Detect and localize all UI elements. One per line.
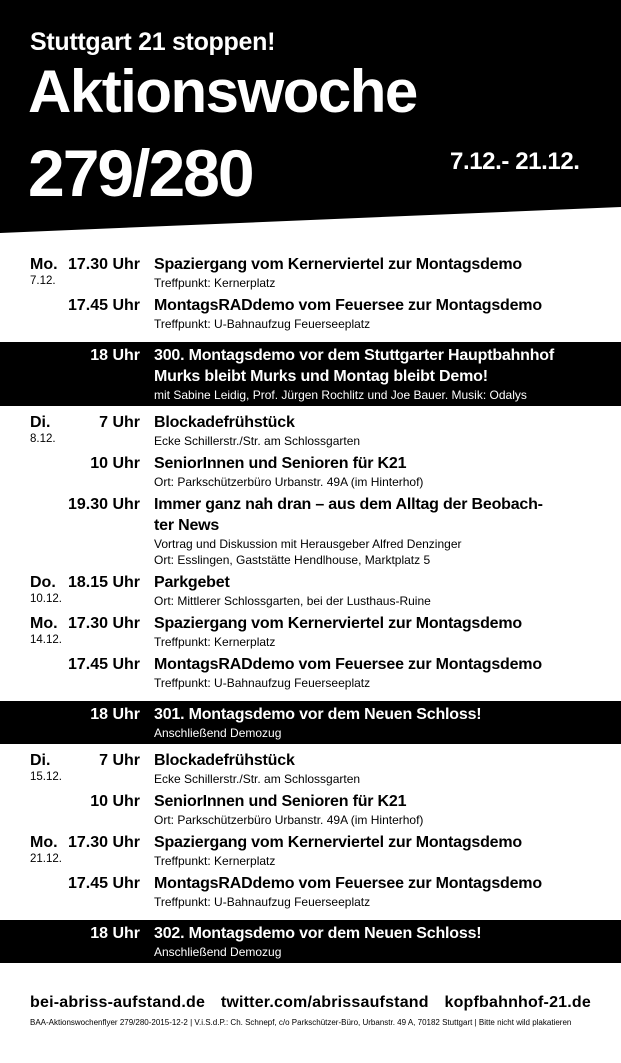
event-title: MontagsRADdemo vom Feuersee zur Montagsdemo <box>154 656 542 673</box>
event-item <box>30 295 591 332</box>
event-day: Di. <box>30 752 51 769</box>
event-detail: Vortrag und Diskussion mit Herausgeber Alfred Denzinger <box>154 537 462 551</box>
event-detail: Ort: Parkschützerbüro Urbanstr. 49A (im Hinterhof) <box>154 813 424 827</box>
event-detail: Treffpunkt: Kernerplatz <box>154 854 276 868</box>
event-item <box>30 750 591 787</box>
event-day: Do. <box>30 574 56 591</box>
header-week-number: 279/280 <box>28 136 253 210</box>
footer-link-twitter[interactable]: twitter.com/abrissaufstand <box>220 994 429 1011</box>
event-detail: Ecke Schillerstr./Str. am Schlossgarten <box>154 434 361 448</box>
event-title: Immer ganz nah dran – aus dem Alltag der Beobach- <box>154 496 543 513</box>
event-time: 7 Uhr <box>99 414 140 431</box>
event-time: 10 Uhr <box>90 793 140 810</box>
event-time: 17.45 Uhr <box>67 875 140 892</box>
event-title: MontagsRADdemo vom Feuersee zur Montagsdemo <box>154 875 542 892</box>
event-title: Spaziergang vom Kernerviertel zur Montagsdemo <box>154 256 522 273</box>
event-date: 7.12. <box>30 275 56 287</box>
event-time: 7 Uhr <box>99 752 140 769</box>
event-detail: Anschließend Demozug <box>154 945 282 959</box>
event-title: 301. Montagsdemo vor dem Neuen Schloss! <box>154 706 482 723</box>
highlight-event-band <box>0 920 621 963</box>
event-time: 10 Uhr <box>90 455 140 472</box>
event-detail: Treffpunkt: U-Bahnaufzug Feuerseeplatz <box>154 895 371 909</box>
event-day: Mo. <box>30 256 58 273</box>
footer-link-website[interactable]: bei-abriss-aufstand.de <box>30 994 206 1011</box>
event-detail: Treffpunkt: Kernerplatz <box>154 635 276 649</box>
event-time: 17.30 Uhr <box>67 834 140 851</box>
event-time: 19.30 Uhr <box>67 496 140 513</box>
event-title-line2: Murks bleibt Murks und Montag bleibt Demo! <box>154 368 488 385</box>
event-detail: Ort: Parkschützerbüro Urbanstr. 49A (im Hinterhof) <box>154 475 424 489</box>
event-day: Di. <box>30 414 51 431</box>
event-day: Mo. <box>30 834 58 851</box>
event-time: 17.45 Uhr <box>67 656 140 673</box>
event-title: Parkgebet <box>154 574 230 591</box>
event-item <box>30 412 591 449</box>
program-list <box>0 254 621 969</box>
event-title: Blockadefrühstück <box>154 752 295 769</box>
header-dates: 7.12.- 21.12. <box>450 148 580 175</box>
event-title: SeniorInnen und Senioren für K21 <box>154 455 407 472</box>
footer <box>0 988 621 1063</box>
event-title-line2: ter News <box>154 517 220 534</box>
footer-links <box>30 994 591 1012</box>
footer-imprint: BAA-Aktionswochenflyer 279/280-2015-12-2 | V.i.S.d.P.: Ch. Schnepf, c/o Parkschützer-Büro, Urbanstr. 49 A, 70182 Stuttgart | Bitte nicht wild plakatieren <box>30 1018 572 1027</box>
event-location: Ort: Esslingen, Gaststätte Hendlhouse, Marktplatz 5 <box>154 553 431 567</box>
event-item <box>30 254 591 291</box>
header-subtitle: Stuttgart 21 stoppen! <box>30 28 276 56</box>
event-title: 302. Montagsdemo vor dem Neuen Schloss! <box>154 925 482 942</box>
event-date: 10.12. <box>30 593 62 605</box>
event-time: 18 Uhr <box>90 347 140 364</box>
event-date: 14.12. <box>30 634 62 646</box>
highlight-event-band <box>0 342 621 406</box>
event-date: 15.12. <box>30 771 62 783</box>
event-date: 21.12. <box>30 853 62 865</box>
event-date: 8.12. <box>30 433 56 445</box>
event-item <box>30 494 591 568</box>
event-detail: Treffpunkt: U-Bahnaufzug Feuerseeplatz <box>154 317 371 331</box>
highlight-event-band <box>0 701 621 744</box>
event-item <box>30 832 591 869</box>
event-time: 17.45 Uhr <box>67 297 140 314</box>
event-detail: Treffpunkt: U-Bahnaufzug Feuerseeplatz <box>154 676 371 690</box>
event-time: 18 Uhr <box>90 925 140 942</box>
event-day: Mo. <box>30 615 58 632</box>
event-detail: mit Sabine Leidig, Prof. Jürgen Rochlitz und Joe Bauer. Musik: Odalys <box>154 388 527 402</box>
event-detail: Ort: Mittlerer Schlossgarten, bei der Lusthaus-Ruine <box>154 594 431 608</box>
event-title: Blockadefrühstück <box>154 414 295 431</box>
event-detail: Treffpunkt: Kernerplatz <box>154 276 276 290</box>
event-title: SeniorInnen und Senioren für K21 <box>154 793 407 810</box>
event-item <box>30 791 591 828</box>
event-item <box>30 613 591 650</box>
event-title: Spaziergang vom Kernerviertel zur Montagsdemo <box>154 615 522 632</box>
header-banner <box>0 0 621 235</box>
event-time: 18 Uhr <box>90 706 140 723</box>
event-title: MontagsRADdemo vom Feuersee zur Montagsdemo <box>154 297 542 314</box>
event-detail: Anschließend Demozug <box>154 726 282 740</box>
event-item <box>30 572 591 609</box>
event-time: 17.30 Uhr <box>67 615 140 632</box>
event-title: 300. Montagsdemo vor dem Stuttgarter Hauptbahnhof <box>154 347 555 364</box>
event-item <box>30 654 591 691</box>
event-item <box>30 453 591 490</box>
footer-link-kopfbahnhof[interactable]: kopfbahnhof-21.de <box>444 994 591 1011</box>
event-title: Spaziergang vom Kernerviertel zur Montagsdemo <box>154 834 522 851</box>
event-item <box>30 873 591 910</box>
event-time: 17.30 Uhr <box>67 256 140 273</box>
event-time: 18.15 Uhr <box>67 574 140 591</box>
header-title: Aktionswoche <box>28 58 417 125</box>
event-detail: Ecke Schillerstr./Str. am Schlossgarten <box>154 772 361 786</box>
